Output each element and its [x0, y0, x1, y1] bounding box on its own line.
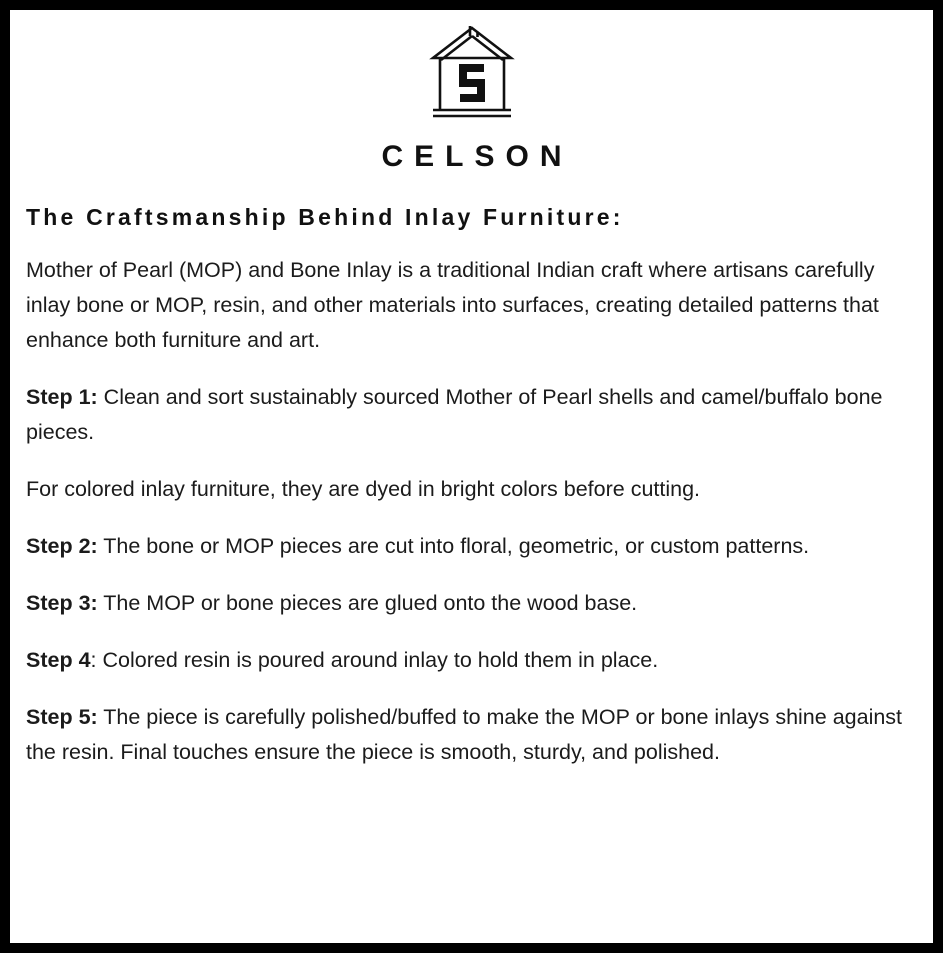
paragraph-text: : Colored resin is poured around inlay to hold them in place.: [90, 648, 659, 672]
paragraph-step-4: [26, 643, 917, 678]
paragraph-step-2: [26, 529, 917, 564]
paragraph-text: The MOP or bone pieces are glued onto the wood base.: [97, 591, 638, 615]
step-label: Step 4: [26, 648, 91, 672]
paragraph-text: The bone or MOP pieces are cut into floral, geometric, or custom patterns.: [97, 534, 810, 558]
step-label: Step 1:: [26, 385, 98, 409]
paragraph-intro: [26, 253, 917, 358]
house-monogram-logo-icon: [427, 24, 517, 120]
paragraph-step-3: [26, 586, 917, 621]
paragraph-text: Mother of Pearl (MOP) and Bone Inlay is a traditional Indian craft where artisans carefully inlay bone or MOP, resin, and other materials into surfaces, creating detailed patterns that enhance both furniture and art.: [26, 258, 879, 352]
paragraph-text: The piece is carefully polished/buffed to make the MOP or bone inlays shine against the resin. Final touches ensure the piece is smooth, sturdy, and polished.: [26, 705, 903, 764]
brand-name: CELSON: [381, 140, 573, 173]
paragraph-step-5: [26, 700, 917, 770]
step-label: Step 2:: [26, 534, 98, 558]
step-label: Step 3:: [26, 591, 98, 615]
body-copy: [26, 253, 917, 770]
paragraph-text: Clean and sort sustainably sourced Mother of Pearl shells and camel/buffalo bone pieces.: [26, 385, 883, 444]
paragraph-colored-inlay: [26, 472, 917, 507]
page-title: The Craftsmanship Behind Inlay Furniture:: [26, 204, 624, 230]
paragraph-step-1: [26, 380, 917, 450]
paragraph-text: For colored inlay furniture, they are dyed in bright colors before cutting.: [26, 477, 701, 501]
step-label: Step 5:: [26, 705, 98, 729]
brand-header: [26, 20, 917, 174]
